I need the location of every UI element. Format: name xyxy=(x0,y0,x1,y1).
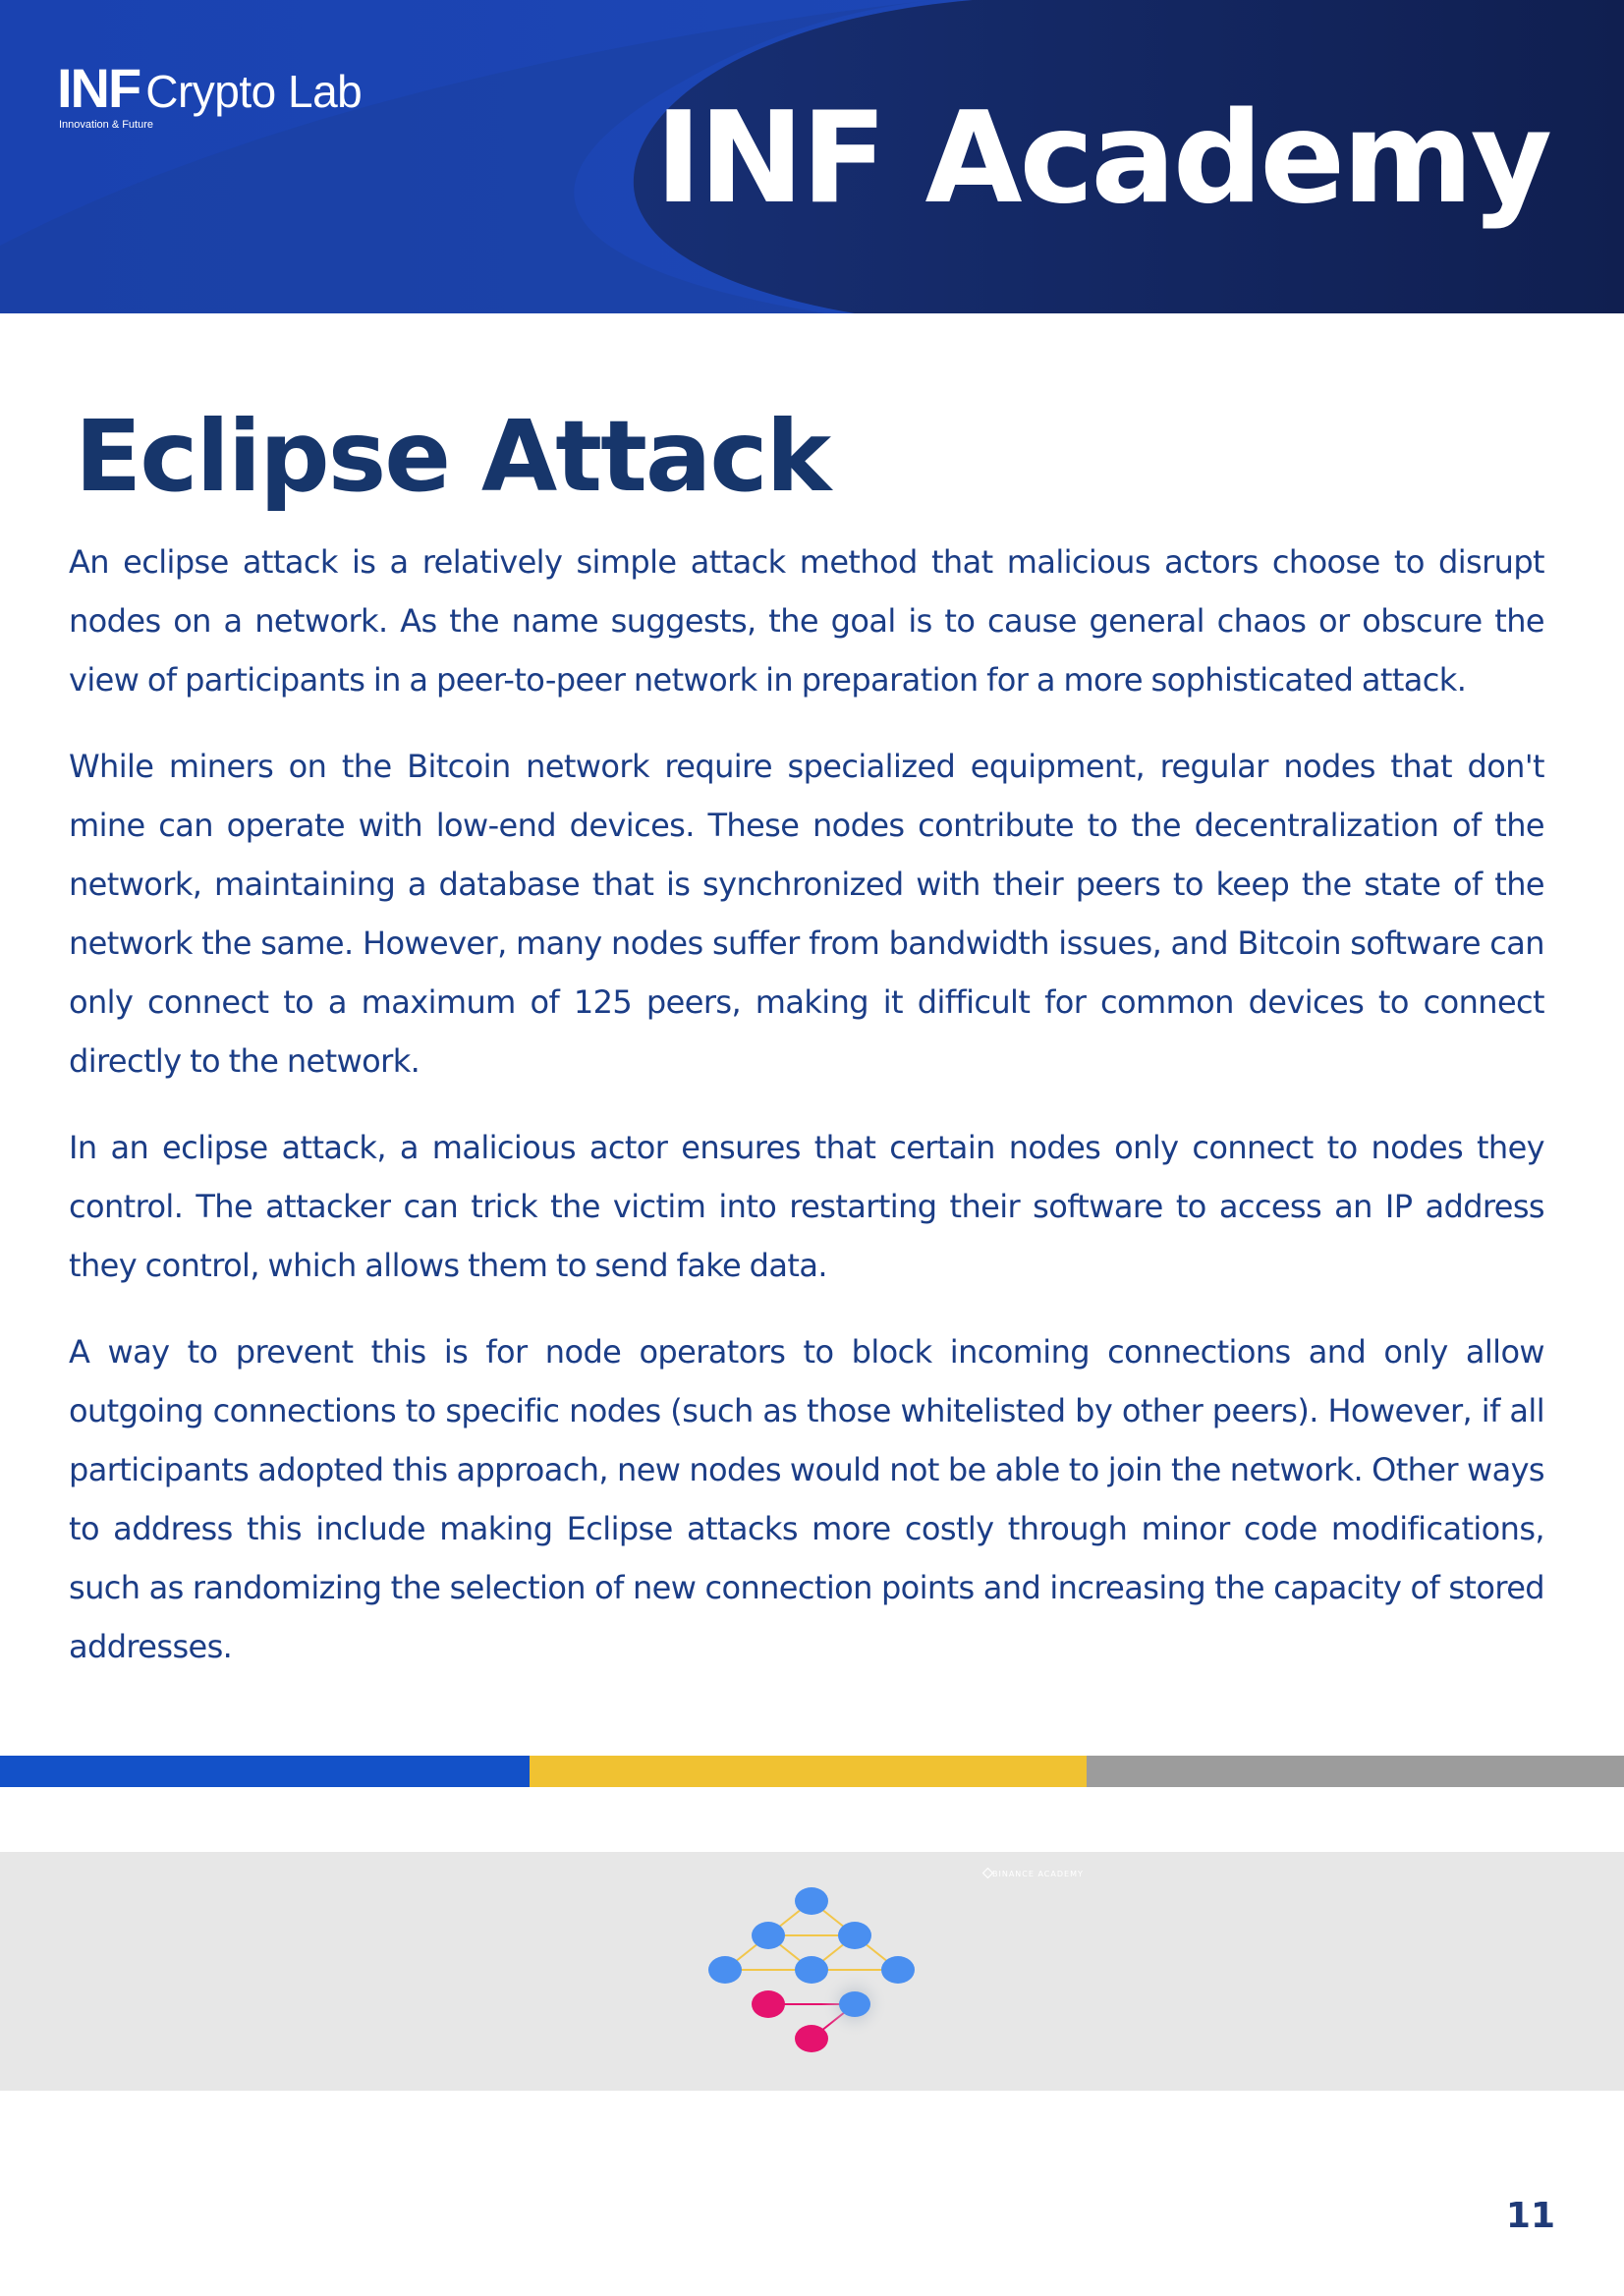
logo-name: Crypto Lab xyxy=(145,66,363,117)
divider-yellow-segment xyxy=(530,1756,1087,1787)
eclipse-attack-illustration xyxy=(0,1852,1624,2091)
page-title: Eclipse Attack xyxy=(75,399,830,514)
malicious-nodes xyxy=(752,1990,828,2052)
figure-brand-watermark: BINANCE ACADEMY xyxy=(992,1870,1084,1878)
paragraph-intro: An eclipse attack is a relatively simple attack method that malicious actors choose to disrupt nodes on a network. As the name suggests, the goal is to cause general chaos or obscure the view of participants in a peer-to-peer network in preparation for a more sophisticated attack. xyxy=(69,543,1544,699)
honest-node xyxy=(708,1956,742,1984)
paragraph-attack: In an eclipse attack, a malicious actor ensures that certain nodes only connect to nodes they control. The attacker can trick the victim into restarting their software to access an IP address they control, which allows them to send fake data. xyxy=(69,1129,1544,1284)
page-number: 11 xyxy=(1505,2196,1555,2236)
malicious-node xyxy=(752,1990,785,2018)
divider-blue-segment xyxy=(0,1756,530,1787)
honest-node xyxy=(752,1922,785,1949)
header-banner xyxy=(0,0,1624,313)
inf-crypto-lab-logo xyxy=(57,57,363,131)
tricolor-divider xyxy=(0,1756,1624,1787)
honest-node xyxy=(795,1887,828,1915)
network-graph xyxy=(0,1852,1624,2091)
brand-diamond-icon xyxy=(983,1869,993,1878)
divider-gray-segment xyxy=(1087,1756,1624,1787)
honest-node xyxy=(838,1922,871,1949)
victim-node xyxy=(839,1991,870,2017)
honest-node xyxy=(881,1956,915,1984)
logo-mark: INF xyxy=(57,57,140,119)
honest-node xyxy=(795,1956,828,1984)
paragraph-nodes: While miners on the Bitcoin network require specialized equipment, regular nodes that don't mine can operate with low-end devices. These nodes contribute to the decentralization of the network, maintaining a database that is synchronized with their peers to keep the state of the network the same. However, many nodes suffer from bandwidth issues, and Bitcoin software can only connect to a maximum of 125 peers, making it difficult for common devices to connect directly to the network. xyxy=(69,748,1544,1080)
article-body xyxy=(69,532,1544,1704)
logo-tagline: Innovation & Future xyxy=(59,119,154,131)
header-title: INF Academy xyxy=(654,85,1549,232)
malicious-node xyxy=(795,2025,828,2052)
paragraph-prevention: A way to prevent this is for node operators to block incoming connections and only allow outgoing connections to specific nodes (such as those whitelisted by other peers). However, if all participants adopted this approach, new nodes would not be able to join the network. Other ways to address this include making Eclipse attacks more costly through minor code modifications, such as randomizing the selection of new connection points and increasing the capacity of stored addresses. xyxy=(69,1333,1544,1665)
